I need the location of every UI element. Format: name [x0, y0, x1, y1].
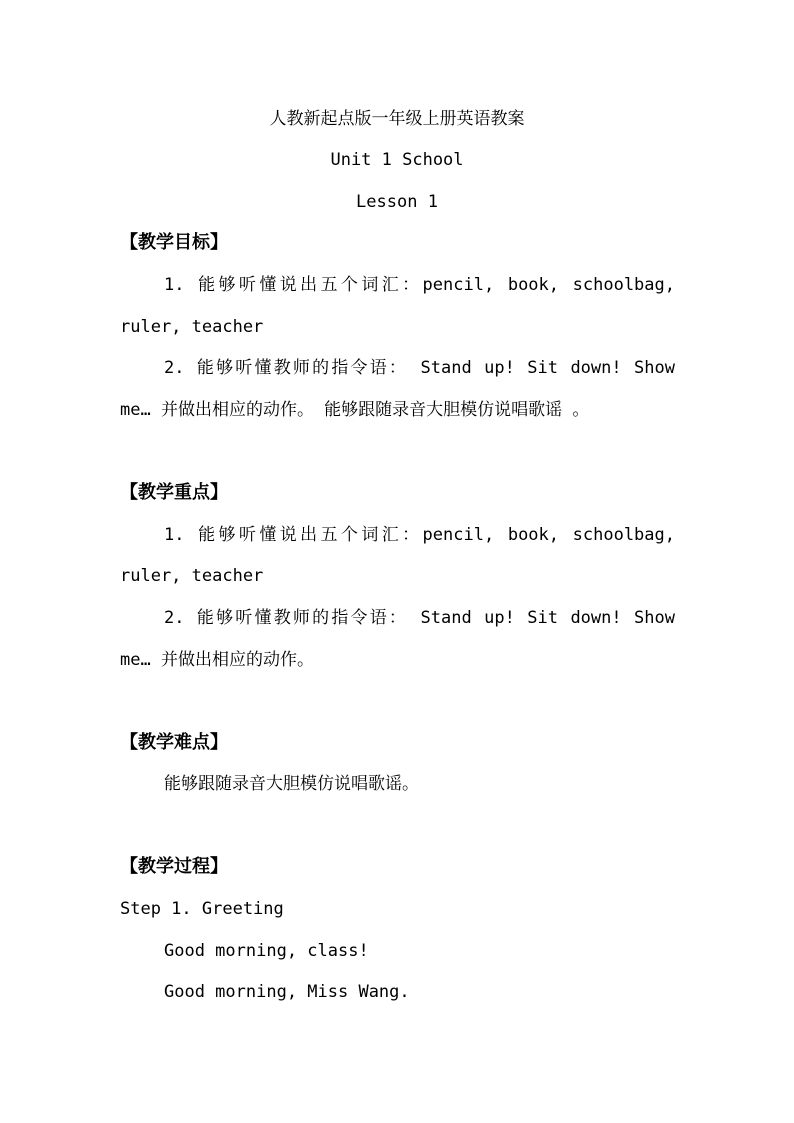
- objectives-item-2-line-2: me… 并做出相应的动作。 能够跟随录音大胆模仿说唱歌谣 。: [120, 400, 590, 420]
- key-points-item-2-line-2: me… 并做出相应的动作。: [120, 650, 314, 670]
- difficulties-heading: 【教学难点】: [120, 732, 228, 753]
- key-points-item-1-line-2: ruler, teacher: [120, 566, 264, 586]
- key-points-heading: 【教学重点】: [120, 482, 228, 503]
- objectives-item-1-line-1: 1. 能够听懂说出五个词汇：pencil, book, schoolbag,: [164, 275, 675, 295]
- objectives-heading: 【教学目标】: [120, 232, 228, 253]
- step-1-line-2: Good morning, Miss Wang.: [164, 982, 410, 1002]
- key-points-item-2-line-1: 2. 能够听懂教师的指令语： Stand up! Sit down! Show: [164, 608, 675, 628]
- process-heading: 【教学过程】: [120, 856, 228, 877]
- lesson-title: Lesson 1: [356, 192, 438, 212]
- document-title: 人教新起点版一年级上册英语教案: [269, 109, 525, 129]
- unit-title: Unit 1 School: [330, 150, 464, 170]
- step-1-line-1: Good morning, class!: [164, 941, 369, 961]
- difficulties-item-1: 能够跟随录音大胆模仿说唱歌谣。: [164, 774, 419, 794]
- step-1-title: Step 1. Greeting: [120, 899, 284, 919]
- key-points-item-1-line-1: 1. 能够听懂说出五个词汇：pencil, book, schoolbag,: [164, 525, 675, 545]
- objectives-item-2-line-1: 2. 能够听懂教师的指令语： Stand up! Sit down! Show: [164, 358, 675, 378]
- objectives-item-1-line-2: ruler, teacher: [120, 317, 264, 337]
